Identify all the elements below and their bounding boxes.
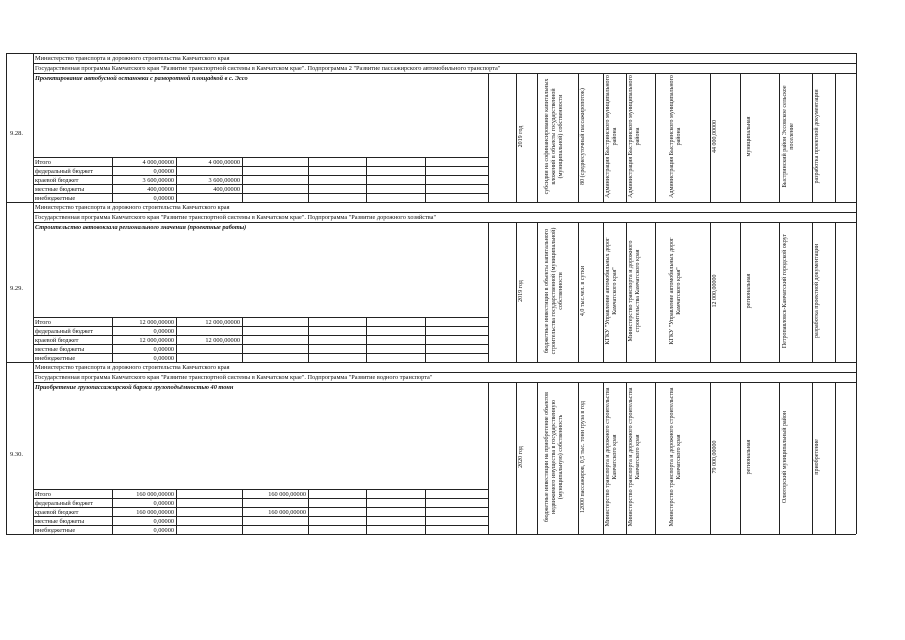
vertical-cell-text: региональная	[745, 439, 752, 475]
budget-row-line	[33, 516, 488, 517]
column-divider	[516, 73, 517, 202]
column-divider	[308, 489, 309, 534]
section-program-line	[33, 222, 856, 223]
column-divider	[578, 222, 579, 362]
column-divider	[740, 222, 741, 362]
budget-total-value: 0,00000	[153, 194, 174, 202]
column-divider	[626, 73, 627, 202]
section-program: Государственная программа Камчатского края "Развитие транспортной системы в Камчатском крае". Подпрограмма "Развитие дорожного хозяйства"	[35, 214, 437, 221]
vertical-cell-text: Администрация Быстринского муниципального района	[668, 75, 682, 198]
budget-row-line	[33, 525, 488, 526]
vertical-cell-text: 2020 год	[518, 446, 524, 468]
column-divider	[33, 317, 34, 362]
column-divider	[812, 73, 813, 202]
budget-total-value: 0,00000	[153, 345, 174, 353]
budget-total-value: 0,00000	[153, 499, 174, 507]
budget-row-line	[33, 326, 488, 327]
section-ministry-line	[33, 212, 856, 213]
column-divider	[835, 222, 836, 362]
vertical-cell-text: Олюторский муниципальный район	[781, 410, 788, 504]
budget-row-label: внебюджетные	[35, 194, 76, 202]
section-program: Государственная программа Камчатского края "Развитие транспортной системы в Камчатском крае". Подпрограмма 2 "Развитие пассажирского автомобильного транспорта"	[35, 65, 501, 72]
budget-total-value: 160 000,00000	[136, 508, 174, 516]
budget-row-line	[33, 335, 488, 336]
vertical-cell-text: 12000 пассажиров, 0,5 тыс. тонн груза в год	[580, 401, 586, 513]
column-divider	[779, 382, 780, 534]
column-divider	[366, 489, 367, 534]
column-divider	[242, 157, 243, 202]
column-divider	[425, 157, 426, 202]
budget-row-label: Итого	[35, 158, 51, 166]
section-number: 9.28.	[10, 130, 23, 137]
budget-row-label: краевой бюджет	[35, 336, 79, 344]
table-left-border	[6, 362, 7, 534]
column-divider	[242, 317, 243, 362]
budget-total-value: 0,00000	[153, 167, 174, 175]
vertical-cell-text: 12 000,00000	[712, 274, 718, 308]
column-divider	[655, 382, 656, 534]
column-divider	[33, 157, 34, 202]
vertical-cell-text: Быстринский район Эссовское сельское поселение	[781, 85, 795, 188]
budget-year1-value: 3 600,00000	[208, 176, 240, 184]
vertical-cell-text: 79 000,00000	[712, 440, 718, 474]
budget-total-value: 4 000,00000	[142, 158, 174, 166]
column-divider	[308, 157, 309, 202]
table-left-border	[6, 202, 7, 362]
budget-total-value: 400,00000	[147, 185, 174, 193]
budget-row-label: местные бюджеты	[35, 185, 85, 193]
vertical-cell-text: Министерство транспорта и дорожного строительства Камчатского края	[605, 387, 618, 527]
section-program: Государственная программа Камчатского края "Развитие транспортной системы в Камчатском крае". Подпрограмма "Развитие водного транспорта"	[35, 374, 433, 381]
column-divider	[740, 382, 741, 534]
section-bottom-border	[6, 362, 856, 363]
budget-total-value: 0,00000	[153, 517, 174, 525]
column-divider	[835, 73, 836, 202]
vertical-cell-text: 2019 год	[518, 280, 524, 302]
section-bottom-border	[6, 534, 856, 535]
vertical-cell-text: Министерство транспорта и дорожного строительства Камчатского края	[668, 387, 682, 527]
column-divider	[779, 73, 780, 202]
vertical-cell-text: Министерство транспорта и дорожного строительства Камчатского края	[628, 240, 641, 342]
vertical-cell-text: бюджетные инвестиции в объекты капитального строительства государственной (муниципальной) собственности	[543, 227, 564, 355]
column-divider	[740, 73, 741, 202]
budget-row-line	[33, 175, 488, 176]
column-divider	[856, 382, 857, 534]
column-divider	[626, 382, 627, 534]
budget-total-value: 0,00000	[153, 354, 174, 362]
column-divider	[779, 222, 780, 362]
budget-total-value: 3 600,00000	[142, 176, 174, 184]
column-divider	[603, 382, 604, 534]
budget-row-label: местные бюджеты	[35, 345, 85, 353]
budget-row-label: местные бюджеты	[35, 517, 85, 525]
section-ministry-line	[33, 63, 856, 64]
column-divider	[812, 382, 813, 534]
column-divider	[812, 222, 813, 362]
budget-total-value: 0,00000	[153, 327, 174, 335]
column-divider	[366, 317, 367, 362]
section-number: 9.30.	[10, 451, 23, 458]
vertical-cell-text: разработка проектной документации	[814, 89, 820, 184]
budget-row-line	[33, 193, 488, 194]
vertical-cell-text: 44 000,00000	[712, 120, 718, 153]
column-divider	[710, 222, 711, 362]
column-divider	[710, 382, 711, 534]
vertical-cell-text: приобретение	[814, 439, 820, 475]
column-divider	[856, 73, 857, 202]
column-divider	[366, 157, 367, 202]
budget-row-label: федеральный бюджет	[35, 327, 93, 335]
budget-row-line	[33, 353, 488, 354]
column-divider	[516, 222, 517, 362]
column-divider	[537, 73, 538, 202]
section-ministry: Министерство транспорта и дорожного строительства Камчатского края	[35, 364, 230, 371]
vertical-cell-text: 2019 год	[518, 125, 524, 148]
budget-row-line	[33, 317, 488, 318]
vertical-cell-text: муниципальная	[745, 116, 752, 157]
column-divider	[603, 222, 604, 362]
section-project-title: Приобретение грузопассажирской баржи грузоподъёмностью 40 тонн	[35, 384, 234, 391]
section-project-title: Строительство автовокзала регионального значения (проектные работы)	[35, 224, 247, 231]
budget-total-value: 0,00000	[153, 526, 174, 534]
column-divider	[578, 73, 579, 202]
budget-row-label: федеральный бюджет	[35, 167, 93, 175]
section-program-line	[33, 73, 856, 74]
budget-row-line	[33, 344, 488, 345]
table-top-border	[6, 53, 856, 54]
section-bottom-border	[6, 202, 856, 203]
column-divider	[537, 222, 538, 362]
column-divider	[488, 73, 489, 202]
column-divider	[308, 317, 309, 362]
budget-year2-value: 160 000,00000	[268, 508, 306, 516]
budget-row-line	[33, 498, 488, 499]
column-divider	[655, 73, 656, 202]
column-divider	[655, 222, 656, 362]
vertical-cell-text: разработка проектной документации	[814, 243, 820, 339]
column-divider	[425, 317, 426, 362]
section-ministry-line	[33, 372, 856, 373]
section-number: 9.29.	[10, 285, 23, 292]
budget-total-value: 160 000,00000	[136, 490, 174, 498]
section-program-line	[33, 382, 856, 383]
column-divider	[710, 73, 711, 202]
vertical-cell-text: КГКУ "Управление автомобильных дорог Камчатского края"	[668, 237, 682, 345]
column-divider	[603, 73, 604, 202]
budget-row-line	[33, 184, 488, 185]
budget-row-label: краевой бюджет	[35, 176, 79, 184]
budget-year1-value: 400,00000	[213, 185, 240, 193]
budget-year1-value: 12 000,00000	[205, 336, 240, 344]
budget-row-label: федеральный бюджет	[35, 499, 93, 507]
column-divider	[537, 382, 538, 534]
column-divider	[626, 222, 627, 362]
column-divider	[176, 489, 177, 534]
budget-total-value: 12 000,00000	[139, 318, 174, 326]
vertical-cell-text: Администрация Быстринского муниципального района	[628, 75, 641, 198]
budget-row-line	[33, 166, 488, 167]
column-divider	[835, 382, 836, 534]
vertical-cell-text: КГКУ "Управление автомобильных дорог Камчатского края"	[605, 237, 618, 345]
vertical-cell-text: бюджетные инвестиции на приобретение объектов недвижимого имущества в государственную (муниципальную) собственность	[543, 392, 564, 522]
section-ministry: Министерство транспорта и дорожного строительства Камчатского края	[35, 55, 230, 62]
budget-year1-value: 4 000,00000	[208, 158, 240, 166]
column-divider	[578, 382, 579, 534]
vertical-cell-text: Петропавловск-Камчатский городской округ	[781, 233, 788, 349]
section-ministry: Министерство транспорта и дорожного строительства Камчатского края	[35, 204, 230, 211]
section-project-title: Проектирование автобусной остановки с разворотной площадкой в с. Эссо	[35, 75, 248, 82]
vertical-cell-text: 4,0 тыс.чел. в сутки	[580, 265, 586, 317]
budget-row-label: Итого	[35, 318, 51, 326]
budget-year2-value: 160 000,00000	[268, 490, 306, 498]
budget-row-label: Итого	[35, 490, 51, 498]
budget-year1-value: 12 000,00000	[205, 318, 240, 326]
vertical-cell-text: региональная	[745, 273, 752, 309]
column-divider	[425, 489, 426, 534]
table-left-border	[6, 53, 7, 202]
column-divider	[516, 382, 517, 534]
vertical-cell-text: Администрация Быстринского муниципального района	[605, 75, 618, 198]
budget-row-label: внебюджетные	[35, 354, 76, 362]
budget-row-label: краевой бюджет	[35, 508, 79, 516]
budget-row-label: внебюджетные	[35, 526, 76, 534]
budget-row-line	[33, 157, 488, 158]
column-divider	[33, 489, 34, 534]
column-divider	[488, 382, 489, 534]
vertical-cell-text: 80 (среднесуточный пассажиропоток)	[580, 88, 586, 185]
budget-total-value: 12 000,00000	[139, 336, 174, 344]
vertical-cell-text: Министерство транспорта и дорожного строительства Камчатского края	[628, 387, 641, 527]
vertical-cell-text: субсидии на софинансирование капитальных вложений в объекты государственной (муниципальной) собственности	[543, 78, 564, 195]
column-divider	[488, 222, 489, 362]
column-divider	[856, 222, 857, 362]
